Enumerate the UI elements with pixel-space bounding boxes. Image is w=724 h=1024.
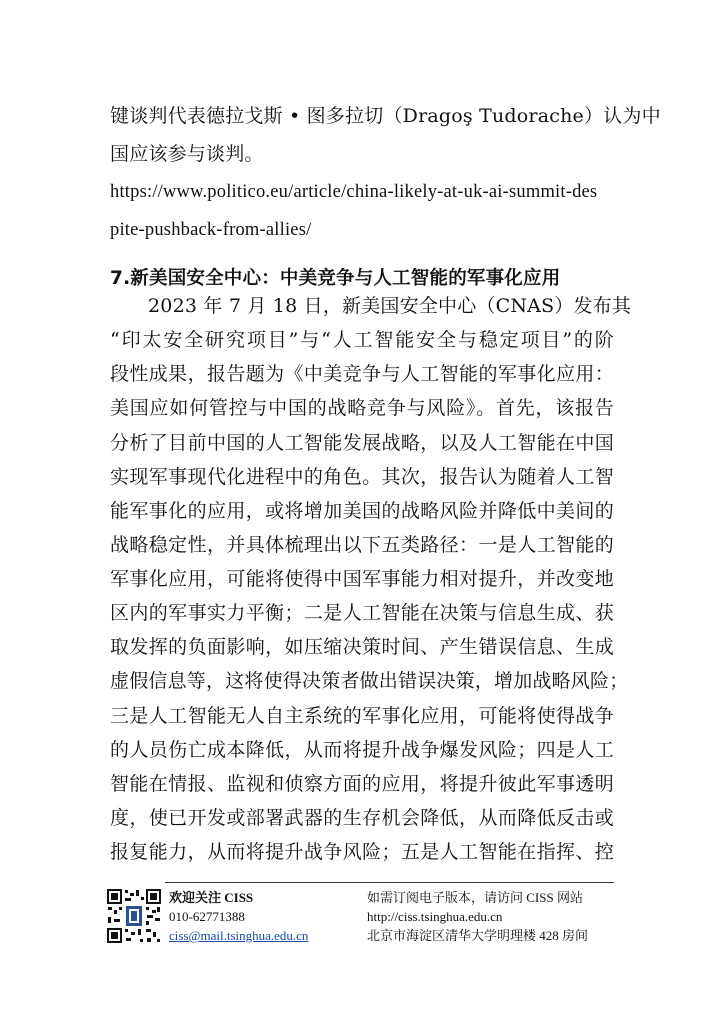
paragraph-line-5: 分析了目前中国的人工智能发展战略，以及人工智能在中国 — [110, 432, 614, 454]
paragraph-line-14: 的人员伤亡成本降低，从而将提升战争爆发风险；四是人工 — [110, 739, 614, 761]
paragraph-line-4: 美国应如何管控与中国的战略竞争与风险》。首先，该报告 — [110, 397, 614, 419]
footer-follow-label: 欢迎关注 CISS — [169, 890, 254, 905]
section-heading: 7.新美国安全中心：中美竞争与人工智能的军事化应用 — [110, 268, 561, 289]
footer-info — [367, 888, 588, 945]
paragraph-line-3: 段性成果，报告题为《中美竞争与人工智能的军事化应用： — [110, 363, 614, 385]
paragraph-line-8: 战略稳定性，并具体梳理出以下五类路径：一是人工智能的 — [110, 534, 614, 556]
paragraph-line-2: “印太安全研究项目”与“人工智能安全与稳定项目”的阶 — [110, 329, 614, 351]
footer-contact — [169, 888, 308, 945]
paragraph-line-7: 能军事化的应用，或将增加美国的战略风险并降低中美间的 — [110, 500, 614, 522]
paragraph-line-16: 度，使已开发或部署武器的生存机会降低，从而降低反击或 — [110, 807, 614, 829]
footer-phone: 010-62771388 — [169, 909, 245, 924]
footer-divider — [165, 882, 614, 883]
footer-email-link[interactable]: ciss@mail.tsinghua.edu.cn — [169, 928, 309, 943]
footer-website-link[interactable]: http://ciss.tsinghua.edu.cn — [367, 909, 503, 924]
paragraph-line-13: 三是人工智能无人自主系统的军事化应用，可能将使得战争 — [110, 705, 614, 727]
source-url-line-1[interactable]: https://www.politico.eu/article/china-likely-at-uk-ai-summit-des — [110, 182, 598, 202]
qr-code-icon — [106, 888, 162, 944]
paragraph-line-12: 虚假信息等，这将使得决策者做出错误决策，增加战略风险； — [110, 670, 629, 692]
source-url-line-2[interactable]: pite-pushback-from-allies/ — [110, 220, 312, 240]
paragraph-line-17: 报复能力，从而将提升战争风险；五是人工智能在指挥、控 — [110, 841, 614, 863]
paragraph-line-6: 实现军事现代化进程中的角色。其次，报告认为随着人工智 — [110, 466, 614, 488]
footer-subscribe-note: 如需订阅电子版本，请访问 CISS 网站 — [367, 890, 583, 905]
paragraph-line-9: 军事化应用，可能将使得中国军事能力相对提升，并改变地 — [110, 568, 614, 590]
body-line-1: 键谈判代表德拉戈斯 • 图多拉切（Dragoş Tudorache）认为中 — [110, 105, 661, 127]
paragraph-line-1: 2023 年 7 月 18 日，新美国安全中心（CNAS）发布其 — [148, 295, 632, 317]
paragraph-line-15: 智能在情报、监视和侦察方面的应用，将提升彼此军事透明 — [110, 773, 614, 795]
paragraph-line-10: 区内的军事实力平衡；二是人工智能在决策与信息生成、获 — [110, 602, 614, 624]
page-footer — [102, 882, 614, 962]
footer-address: 北京市海淀区清华大学明理楼 428 房间 — [367, 928, 589, 943]
body-line-2: 国应该参与谈判。 — [110, 143, 264, 165]
paragraph-line-11: 取发挥的负面影响，如压缩决策时间、产生错误信息、生成 — [110, 636, 614, 658]
